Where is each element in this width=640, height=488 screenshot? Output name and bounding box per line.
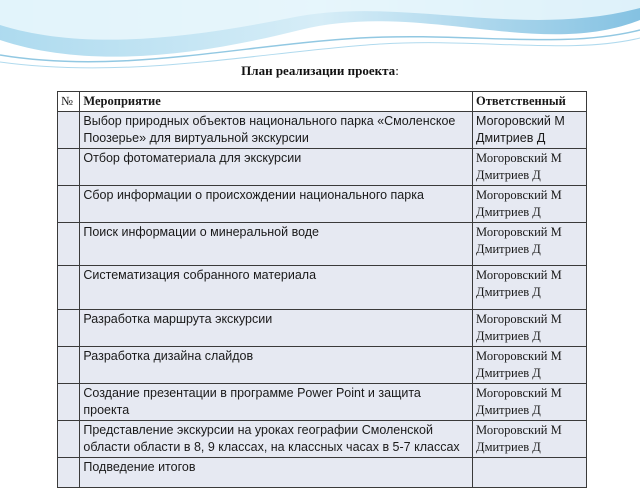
header-responsible: Ответственный — [473, 92, 587, 112]
responsible-cell: Могоровский М Дмитриев Д — [473, 149, 587, 186]
event-cell: Представление экскурсии на уроках географии Смоленской области области в 8, 9 классах, на классных часах в 5-7 классах — [80, 421, 473, 458]
row-number-cell — [58, 266, 80, 310]
table-header-row — [58, 92, 587, 112]
responsible-cell: Могоровский М Дмитриев Д — [473, 421, 587, 458]
table-row — [58, 112, 587, 149]
event-cell: Сбор информации о происхождении национального парка — [80, 186, 473, 223]
table-row — [58, 266, 587, 310]
event-cell: Выбор природных объектов национального парка «Смоленское Поозерье» для виртуальной экскурсии — [80, 112, 473, 149]
responsible-cell — [473, 458, 587, 488]
responsible-cell: Могоровский М Дмитриев Д — [473, 310, 587, 347]
table-row — [58, 149, 587, 186]
row-number-cell — [58, 223, 80, 266]
row-number-cell — [58, 347, 80, 384]
event-cell: Разработка маршрута экскурсии — [80, 310, 473, 347]
event-cell: Разработка дизайна слайдов — [80, 347, 473, 384]
table-row — [58, 347, 587, 384]
row-number-cell — [58, 112, 80, 149]
row-number-cell — [58, 458, 80, 488]
event-cell: Систематизация собранного материала — [80, 266, 473, 310]
table-row — [58, 186, 587, 223]
responsible-cell: Могоровский М Дмитриев Д — [473, 266, 587, 310]
row-number-cell — [58, 421, 80, 458]
title-text: План реализации проекта — [241, 63, 396, 78]
event-cell: Подведение итогов — [80, 458, 473, 488]
responsible-cell: Могоровский М Дмитриев Д — [473, 347, 587, 384]
row-number-cell — [58, 384, 80, 421]
table-row — [58, 421, 587, 458]
table-row — [58, 458, 587, 488]
event-cell: Создание презентации в программе Power Point и защита проекта — [80, 384, 473, 421]
responsible-cell: Могоровский М Дмитриев Д — [473, 384, 587, 421]
title-colon: : — [395, 63, 399, 78]
project-plan-table — [57, 91, 587, 488]
header-number: № — [58, 92, 80, 112]
header-event: Мероприятие — [80, 92, 473, 112]
row-number-cell — [58, 149, 80, 186]
responsible-cell: Могоровский М Дмитриев Д — [473, 186, 587, 223]
row-number-cell — [58, 310, 80, 347]
responsible-cell: Могоровский М Дмитриев Д — [473, 112, 587, 149]
event-cell: Отбор фотоматериала для экскурсии — [80, 149, 473, 186]
responsible-cell: Могоровский М Дмитриев Д — [473, 223, 587, 266]
table-row — [58, 384, 587, 421]
event-cell: Поиск информации о минеральной воде — [80, 223, 473, 266]
page-title — [0, 63, 640, 79]
table-row — [58, 310, 587, 347]
row-number-cell — [58, 186, 80, 223]
table-row — [58, 223, 587, 266]
